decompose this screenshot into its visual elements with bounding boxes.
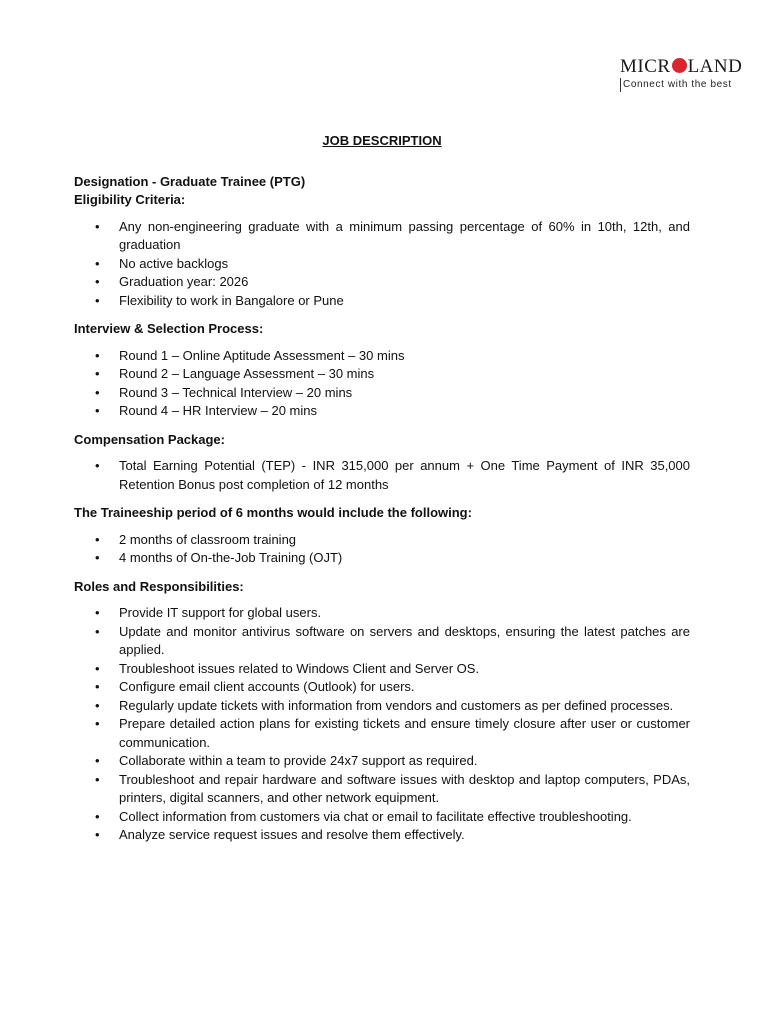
list-item: • 4 months of On-the-Job Training (OJT) bbox=[74, 549, 690, 568]
list-item: • Round 2 – Language Assessment – 30 mins bbox=[74, 365, 690, 384]
list-item: • Configure email client accounts (Outlook) for users. bbox=[74, 678, 690, 697]
list-item: • Round 1 – Online Aptitude Assessment – 30 mins bbox=[74, 347, 690, 366]
list-item: • Total Earning Potential (TEP) - INR 315,000 per annum + One Time Payment of INR 35,000 Retention Bonus post completion of 12 months bbox=[74, 457, 690, 494]
compensation-heading: Compensation Package: bbox=[74, 431, 225, 447]
list-item: • Regularly update tickets with information from vendors and customers as per defined processes. bbox=[74, 697, 690, 716]
page-title: JOB DESCRIPTION bbox=[322, 133, 442, 148]
logo-divider bbox=[620, 78, 621, 92]
list-item: • Provide IT support for global users. bbox=[74, 604, 690, 623]
compensation-list bbox=[74, 457, 690, 494]
list-item: • Flexibility to work in Bangalore or Pune bbox=[74, 292, 690, 311]
roles-list bbox=[74, 604, 690, 845]
company-logo bbox=[620, 56, 752, 92]
list-item: • Prepare detailed action plans for existing tickets and ensure timely closure after user or customer communication. bbox=[74, 715, 690, 752]
list-item: • Any non-engineering graduate with a minimum passing percentage of 60% in 10th, 12th, and graduation bbox=[74, 218, 690, 255]
interview-list bbox=[74, 347, 690, 421]
interview-heading: Interview & Selection Process: bbox=[74, 321, 264, 336]
logo-text-start: MICR bbox=[620, 56, 671, 77]
list-item: • 2 months of classroom training bbox=[74, 531, 690, 550]
list-item: • Collect information from customers via chat or email to facilitate effective troubleshooting. bbox=[74, 808, 690, 827]
logo-wordmark bbox=[620, 56, 752, 78]
list-item: • Round 3 – Technical Interview – 20 mins bbox=[74, 384, 690, 403]
list-item: • Graduation year: 2026 bbox=[74, 273, 690, 292]
logo-red-circle-icon bbox=[672, 58, 687, 73]
designation-heading: Designation - Graduate Trainee (PTG) bbox=[74, 173, 306, 189]
traineeship-heading: The Traineeship period of 6 months would include the following: bbox=[74, 505, 472, 520]
document-body bbox=[74, 132, 690, 855]
logo-text-end: LAND bbox=[687, 56, 743, 77]
list-item: • No active backlogs bbox=[74, 255, 690, 274]
list-item: • Update and monitor antivirus software on servers and desktops, ensuring the latest patches are applied. bbox=[74, 623, 690, 660]
list-item: • Analyze service request issues and resolve them effectively. bbox=[74, 826, 690, 845]
eligibility-heading: Eligibility Criteria: bbox=[74, 192, 186, 207]
logo-tagline: Connect with the best bbox=[623, 79, 732, 90]
traineeship-list bbox=[74, 531, 690, 568]
list-item: • Troubleshoot and repair hardware and software issues with desktop and laptop computers, PDAs, printers, digital scanners, and other network equipment. bbox=[74, 771, 690, 808]
roles-heading: Roles and Responsibilities: bbox=[74, 578, 244, 594]
list-item: • Collaborate within a team to provide 24x7 support as required. bbox=[74, 752, 690, 771]
list-item: • Troubleshoot issues related to Windows Client and Server OS. bbox=[74, 660, 690, 679]
eligibility-list bbox=[74, 218, 690, 311]
list-item: • Round 4 – HR Interview – 20 mins bbox=[74, 402, 690, 421]
